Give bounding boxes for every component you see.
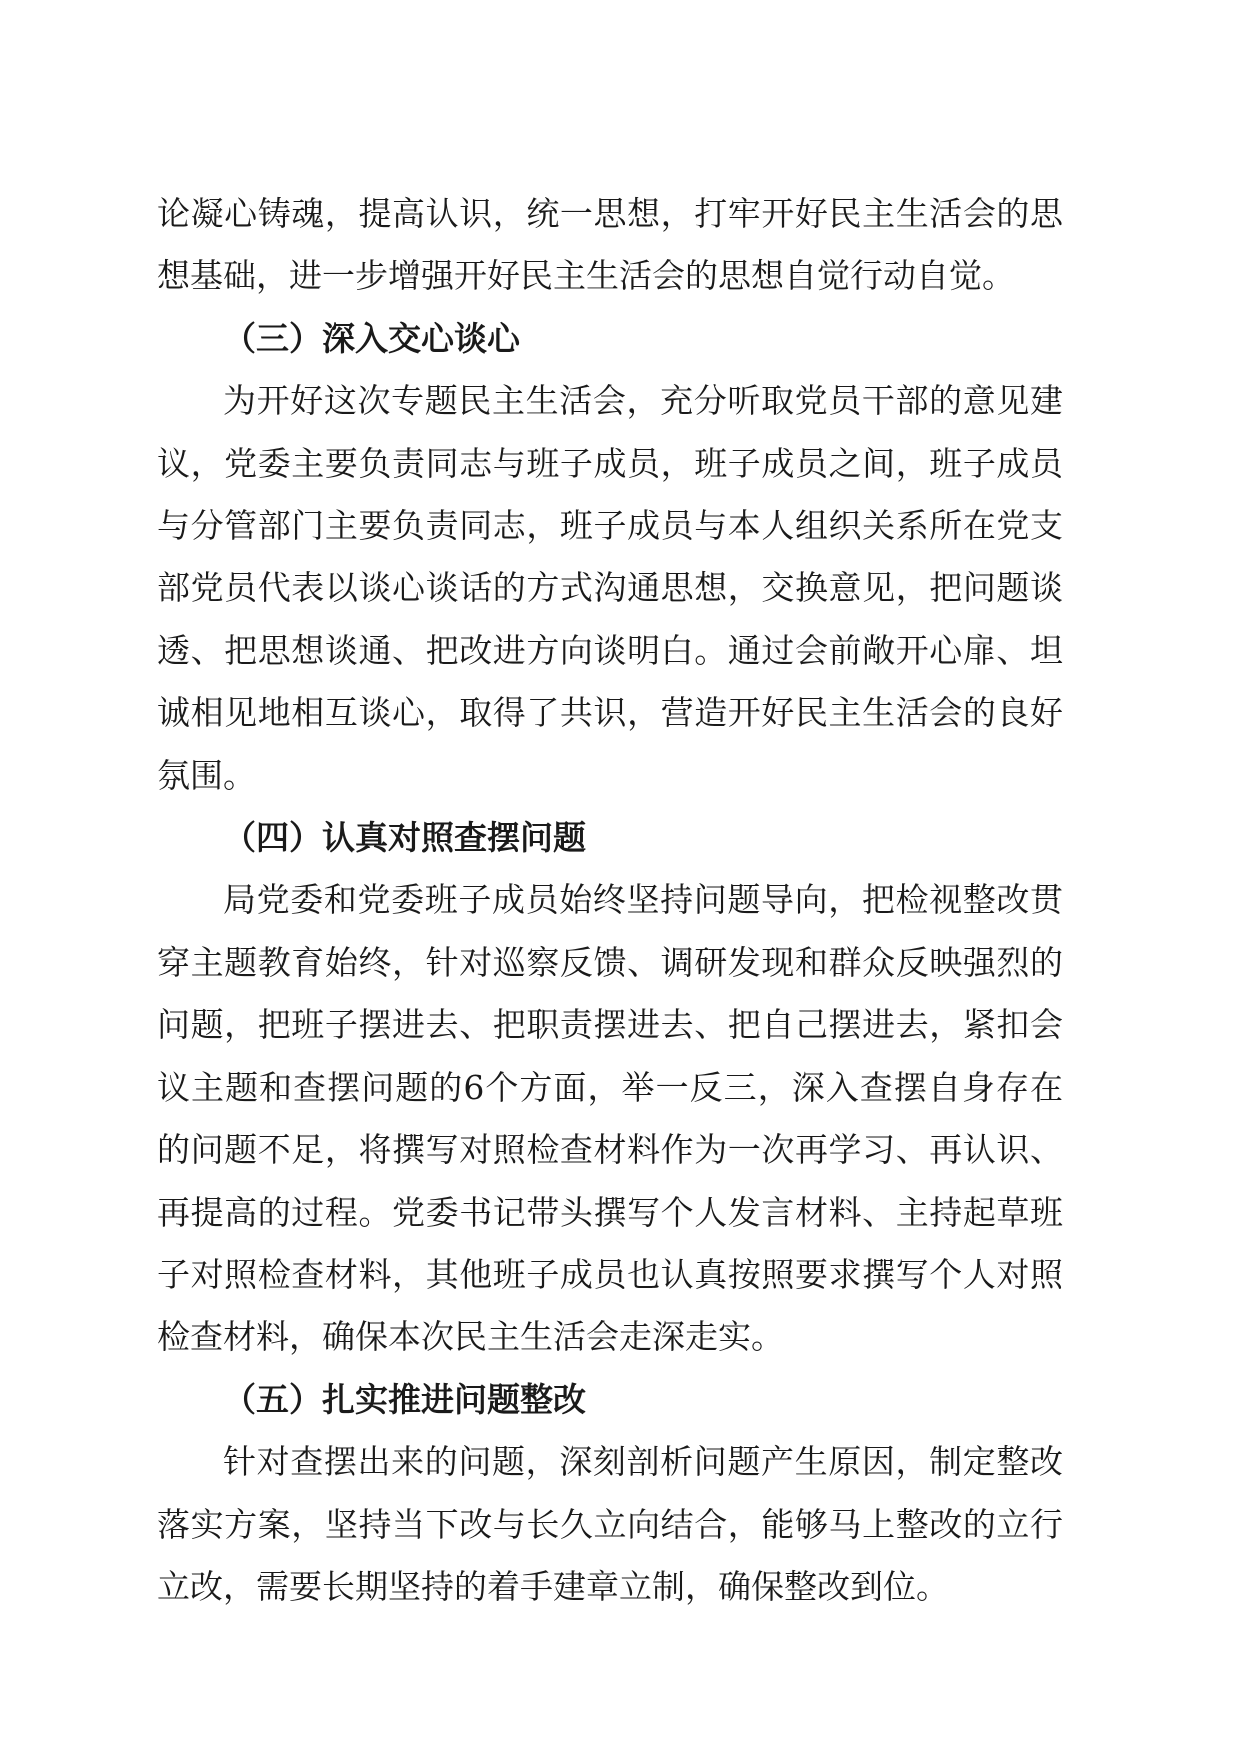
section-heading-3: （三）深入交心谈心 <box>223 318 520 358</box>
section-heading-5: （五）扎实推进问题整改 <box>223 1379 586 1419</box>
paragraph-rectification: 针对查摆出来的问题，深刻剖析问题产生原因，制定整改落实方案，坚持当下改与长久立向结合，能够马上整改的立行立改，需要长期坚持的着手建章立制，确保整改到位。 <box>157 1442 1063 1606</box>
paragraph-heart-to-heart: 为开好这次专题民主生活会，充分听取党员干部的意见建议，党委主要负责同志与班子成员，班子成员之间，班子成员与分管部门主要负责同志，班子成员与本人组织关系所在党支部党员代表以谈心谈话的方式沟通思想，交换意见，把问题谈透、把思想谈通、把改进方向谈明白。通过会前敞开心扉、坦诚相见地相互谈心，取得了共识，营造开好民主生活会的良好氛围。 <box>157 381 1063 795</box>
section-heading-4: （四）认真对照查摆问题 <box>223 818 586 858</box>
paragraph-continuation: 论凝心铸魂，提高认识，统一思想，打牢开好民主生活会的思想基础，进一步增强开好民主生活会的思想自觉行动自觉。 <box>157 194 1063 296</box>
paragraph-check-problems: 局党委和党委班子成员始终坚持问题导向，把检视整改贯穿主题教育始终，针对巡察反馈、调研发现和群众反映强烈的问题，把班子摆进去、把职责摆进去、把自己摆进去，紧扣会议主题和查摆问题的6个方面，举一反三，深入查摆自身存在的问题不足，将撰写对照检查材料作为一次再学习、再认识、再提高的过程。党委书记带头撰写个人发言材料、主持起草班子对照检查材料，其他班子成员也认真按照要求撰写个人对照检查材料，确保本次民主生活会走深走实。 <box>157 880 1063 1357</box>
document-body <box>157 183 1063 1618</box>
